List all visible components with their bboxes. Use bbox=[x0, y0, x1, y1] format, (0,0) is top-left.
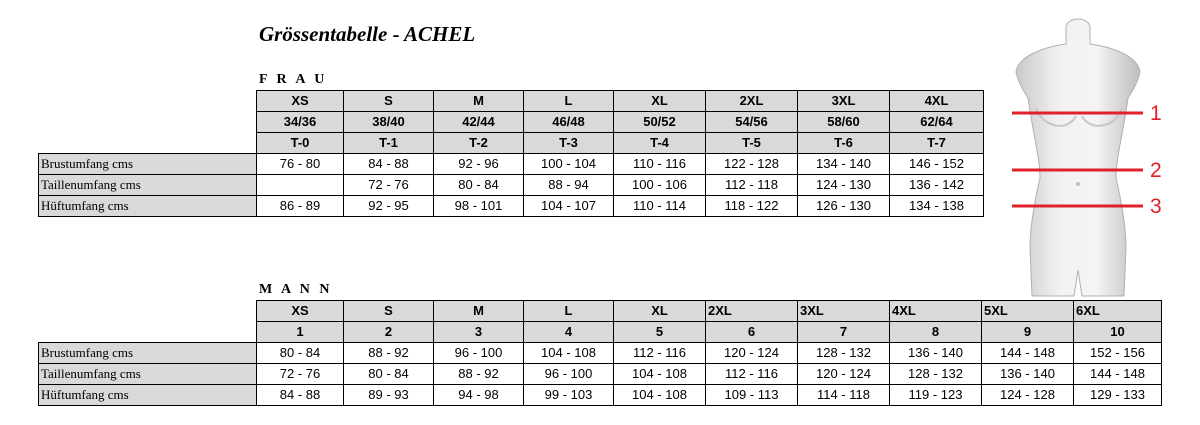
mann-waist-row bbox=[39, 364, 1162, 385]
frau-eu-size-row bbox=[39, 112, 984, 133]
frau-eu-size-cell: 54/56 bbox=[706, 112, 798, 133]
table-cell: 124 - 128 bbox=[982, 385, 1074, 406]
frau-code-row bbox=[39, 133, 984, 154]
frau-size-table bbox=[38, 90, 984, 217]
table-cell: 100 - 104 bbox=[524, 154, 614, 175]
frau-eu-size-cell: 42/44 bbox=[434, 112, 524, 133]
mann-code-cell: 8 bbox=[890, 322, 982, 343]
frau-bust-row bbox=[39, 154, 984, 175]
table-cell: 98 - 101 bbox=[434, 196, 524, 217]
table-cell: 120 - 124 bbox=[706, 343, 798, 364]
table-cell: 109 - 113 bbox=[706, 385, 798, 406]
table-cell: 126 - 130 bbox=[798, 196, 890, 217]
mann-size-row bbox=[39, 301, 1162, 322]
row-label: Brustumfang cms bbox=[39, 343, 257, 364]
mann-size-cell: S bbox=[344, 301, 434, 322]
row-label: Taillenumfang cms bbox=[39, 364, 257, 385]
table-cell: 112 - 116 bbox=[706, 364, 798, 385]
frau-size-cell: 4XL bbox=[890, 91, 984, 112]
mann-size-cell: M bbox=[434, 301, 524, 322]
frau-code-cell: T-3 bbox=[524, 133, 614, 154]
mann-code-cell: 7 bbox=[798, 322, 890, 343]
row-label: Hüftumfang cms bbox=[39, 196, 257, 217]
mann-size-cell: 4XL bbox=[890, 301, 982, 322]
row-label: Hüftumfang cms bbox=[39, 385, 257, 406]
table-cell: 136 - 140 bbox=[982, 364, 1074, 385]
frau-hip-row bbox=[39, 196, 984, 217]
table-cell: 110 - 114 bbox=[614, 196, 706, 217]
table-cell: 89 - 93 bbox=[344, 385, 434, 406]
mann-size-cell: XS bbox=[257, 301, 344, 322]
table-cell: 96 - 100 bbox=[434, 343, 524, 364]
frau-eu-size-cell: 50/52 bbox=[614, 112, 706, 133]
mann-code-cell: 5 bbox=[614, 322, 706, 343]
table-cell: 112 - 116 bbox=[614, 343, 706, 364]
frau-size-row bbox=[39, 91, 984, 112]
table-cell: 118 - 122 bbox=[706, 196, 798, 217]
table-cell: 96 - 100 bbox=[524, 364, 614, 385]
frau-eu-size-cell: 58/60 bbox=[798, 112, 890, 133]
mannequin-figure bbox=[988, 8, 1193, 298]
table-cell: 86 - 89 bbox=[257, 196, 344, 217]
marker-3-label: 3 bbox=[1150, 195, 1162, 218]
table-cell: 80 - 84 bbox=[344, 364, 434, 385]
frau-size-cell: M bbox=[434, 91, 524, 112]
table-cell: 80 - 84 bbox=[257, 343, 344, 364]
table-cell: 124 - 130 bbox=[798, 175, 890, 196]
table-cell: 92 - 96 bbox=[434, 154, 524, 175]
frau-code-cell: T-4 bbox=[614, 133, 706, 154]
mann-size-cell: XL bbox=[614, 301, 706, 322]
table-cell: 128 - 132 bbox=[890, 364, 982, 385]
frau-size-cell: L bbox=[524, 91, 614, 112]
table-cell: 128 - 132 bbox=[798, 343, 890, 364]
table-cell: 114 - 118 bbox=[798, 385, 890, 406]
table-cell: 144 - 148 bbox=[1074, 364, 1162, 385]
mann-code-cell: 1 bbox=[257, 322, 344, 343]
frau-size-cell: S bbox=[344, 91, 434, 112]
frau-code-cell: T-0 bbox=[257, 133, 344, 154]
table-cell: 104 - 107 bbox=[524, 196, 614, 217]
table-cell: 146 - 152 bbox=[890, 154, 984, 175]
table-cell: 122 - 128 bbox=[706, 154, 798, 175]
table-cell: 134 - 138 bbox=[890, 196, 984, 217]
frau-size-cell: 2XL bbox=[706, 91, 798, 112]
mann-size-table bbox=[38, 300, 1162, 406]
table-cell: 88 - 94 bbox=[524, 175, 614, 196]
table-cell: 144 - 148 bbox=[982, 343, 1074, 364]
frau-code-cell: T-6 bbox=[798, 133, 890, 154]
mann-section-label: M A N N bbox=[259, 282, 333, 297]
mann-code-cell: 2 bbox=[344, 322, 434, 343]
table-cell: 72 - 76 bbox=[344, 175, 434, 196]
marker-2-label: 2 bbox=[1150, 159, 1162, 182]
row-label: Brustumfang cms bbox=[39, 154, 257, 175]
table-cell: 88 - 92 bbox=[344, 343, 434, 364]
table-cell: 84 - 88 bbox=[344, 154, 434, 175]
table-cell: 110 - 116 bbox=[614, 154, 706, 175]
table-cell: 120 - 124 bbox=[798, 364, 890, 385]
table-cell: 80 - 84 bbox=[434, 175, 524, 196]
marker-1-label: 1 bbox=[1150, 102, 1162, 125]
frau-code-cell: T-1 bbox=[344, 133, 434, 154]
frau-eu-size-cell: 46/48 bbox=[524, 112, 614, 133]
table-cell: 129 - 133 bbox=[1074, 385, 1162, 406]
table-cell bbox=[257, 175, 344, 196]
mann-size-cell: 6XL bbox=[1074, 301, 1162, 322]
frau-size-cell: XS bbox=[257, 91, 344, 112]
table-cell: 72 - 76 bbox=[257, 364, 344, 385]
mann-code-cell: 9 bbox=[982, 322, 1074, 343]
table-cell: 136 - 140 bbox=[890, 343, 982, 364]
mann-code-cell: 4 bbox=[524, 322, 614, 343]
frau-eu-size-cell: 38/40 bbox=[344, 112, 434, 133]
frau-code-cell: T-7 bbox=[890, 133, 984, 154]
page-title: Grössentabelle - ACHEL bbox=[259, 22, 476, 46]
table-cell: 119 - 123 bbox=[890, 385, 982, 406]
mann-size-cell: 2XL bbox=[706, 301, 798, 322]
table-cell: 112 - 118 bbox=[706, 175, 798, 196]
table-cell: 94 - 98 bbox=[434, 385, 524, 406]
mann-size-cell: L bbox=[524, 301, 614, 322]
frau-eu-size-cell: 62/64 bbox=[890, 112, 984, 133]
table-cell: 104 - 108 bbox=[524, 343, 614, 364]
frau-section-label: F R A U bbox=[259, 72, 328, 87]
mann-code-cell: 6 bbox=[706, 322, 798, 343]
table-cell: 152 - 156 bbox=[1074, 343, 1162, 364]
frau-eu-size-cell: 34/36 bbox=[257, 112, 344, 133]
mann-chest-row bbox=[39, 343, 1162, 364]
mann-code-cell: 10 bbox=[1074, 322, 1162, 343]
frau-code-cell: T-2 bbox=[434, 133, 524, 154]
mannequin-torso bbox=[1016, 19, 1140, 296]
table-cell: 99 - 103 bbox=[524, 385, 614, 406]
mann-hip-row bbox=[39, 385, 1162, 406]
table-cell: 104 - 108 bbox=[614, 385, 706, 406]
row-label: Taillenumfang cms bbox=[39, 175, 257, 196]
frau-size-cell: 3XL bbox=[798, 91, 890, 112]
table-cell: 134 - 140 bbox=[798, 154, 890, 175]
table-cell: 84 - 88 bbox=[257, 385, 344, 406]
table-cell: 100 - 106 bbox=[614, 175, 706, 196]
table-cell: 88 - 92 bbox=[434, 364, 524, 385]
mann-code-cell: 3 bbox=[434, 322, 524, 343]
frau-waist-row bbox=[39, 175, 984, 196]
table-cell: 76 - 80 bbox=[257, 154, 344, 175]
table-cell: 104 - 108 bbox=[614, 364, 706, 385]
mann-size-cell: 5XL bbox=[982, 301, 1074, 322]
frau-size-cell: XL bbox=[614, 91, 706, 112]
frau-code-cell: T-5 bbox=[706, 133, 798, 154]
mann-code-row bbox=[39, 322, 1162, 343]
table-cell: 92 - 95 bbox=[344, 196, 434, 217]
mann-size-cell: 3XL bbox=[798, 301, 890, 322]
table-cell: 136 - 142 bbox=[890, 175, 984, 196]
